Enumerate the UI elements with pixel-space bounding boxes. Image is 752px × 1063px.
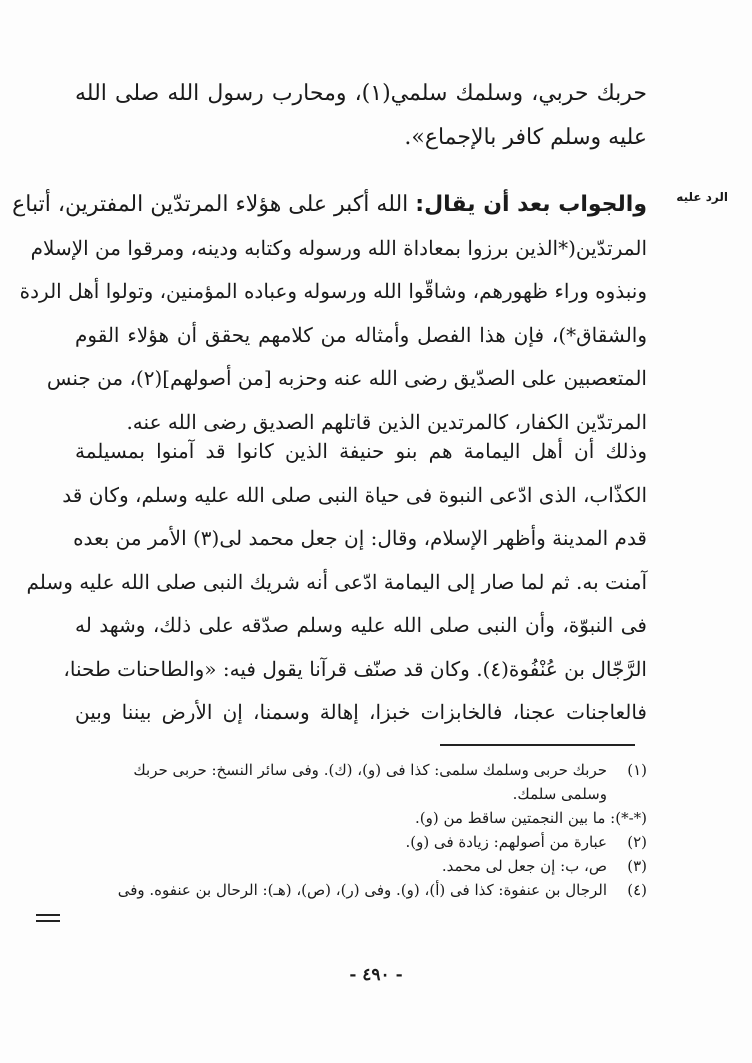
footnote-number: (٣) [627,857,647,875]
footnote-text: (*-*): ما بين النجمتين ساقط من (و). [415,809,647,827]
text-line: المرتدّين الكفار، كالمرتدين الذين قاتلهم الصديق رضى الله عنه. [126,409,647,434]
footnote [75,758,647,782]
footnote-number: (٤) [627,881,647,899]
text-line: فى النبوّة، وأن النبى صلى الله عليه وسلم صدّقه على ذلك، وشهد له [75,613,647,637]
footnote-text: حربك حربى وسلمك سلمى: كذا فى (و)، (ك). وفى سائر النسخ: حربى حربك [133,761,607,779]
footnotes [75,758,647,902]
margin-note: الرد عليه [676,190,728,204]
text-line: حربك حربي، وسلمك سلمي(١)، ومحارب رسول الله صلى الله [75,81,648,106]
text-line: الكذّاب، الذى ادّعى النبوة فى حياة النبى صلى الله عليه وسلم، وكان قد [62,482,647,507]
continuation-mark [36,914,60,922]
text-line [12,183,647,227]
text-line: قدم المدينة وأظهر الإسلام، وقال: إن جعل محمد لى(٣) الأمر من بعده [73,526,647,550]
footnote-number [607,782,647,806]
footnote-text: عبارة من أصولهم: زيادة فى (و). [405,833,607,851]
footnote-text: الرجال بن عنفوة: كذا فى (أ)، (و). وفى (ر)، (ص)، (هـ): الرحال بن عنفوه. وفى [117,881,607,899]
footnote-number: (٢) [627,833,647,851]
answer-first-line: الله أكبر على هؤلاء المرتدّين المفترين، أتباع [12,192,416,217]
text-line: وذلك أن أهل اليمامة هم بنو حنيفة الذين كانوا قد آمنوا بمسيلمة [75,439,647,463]
text-line: والشقاق*)، فإن هذا الفصل وأمثاله من كلامهم يحقق أن هؤلاء القوم [75,322,648,347]
footnote [75,854,647,878]
text-line: آمنت به. ثم لما صار إلى اليمامة ادّعى أنه شريك النبى صلى الله عليه وسلم [26,569,647,594]
footnote-text: ص، ب: إن جعل لى محمد. [441,857,607,875]
text-line: المرتدّين(*الذين برزوا بمعاداة الله ورسوله وكتابه ودينه، ومرقوا من الإسلام [30,235,647,260]
footnote [75,878,647,902]
text-line: الرَّجّال بن عُنْفُوة(٤). وكان قد صنّف قرآنا يقول فيه: «والطاحنات طحنا، [63,656,647,681]
footnote [75,782,647,806]
page-number: - ٤٩٠ - [349,965,403,985]
footnote [75,830,647,854]
text-line: فالعاجنات عجنا، فالخابزات خبزا، إهالة وسمنا، إن الأرض بيننا وبين [75,700,647,724]
paragraph-1 [75,72,647,159]
paragraph-2 [12,183,648,444]
text-line: ونبذوه وراء ظهورهم، وشاقّوا الله ورسوله وعباده المؤمنين، وتولوا أهل الردة [19,279,647,303]
paragraph-3 [26,430,647,735]
text-line: عليه وسلم كافر بالإجماع». [404,124,647,150]
answer-lead: والجواب بعد أن يقال: [415,192,647,217]
footnote [75,806,647,830]
text-line: المتعصبين على الصدّيق رضى الله عنه وحزبه [من أصولهم](٢)، من جنس [46,366,647,390]
footnote-separator [440,744,635,746]
footnote-text: وسلمى سلمك. [512,785,607,803]
footnote-number: (١) [627,761,647,779]
